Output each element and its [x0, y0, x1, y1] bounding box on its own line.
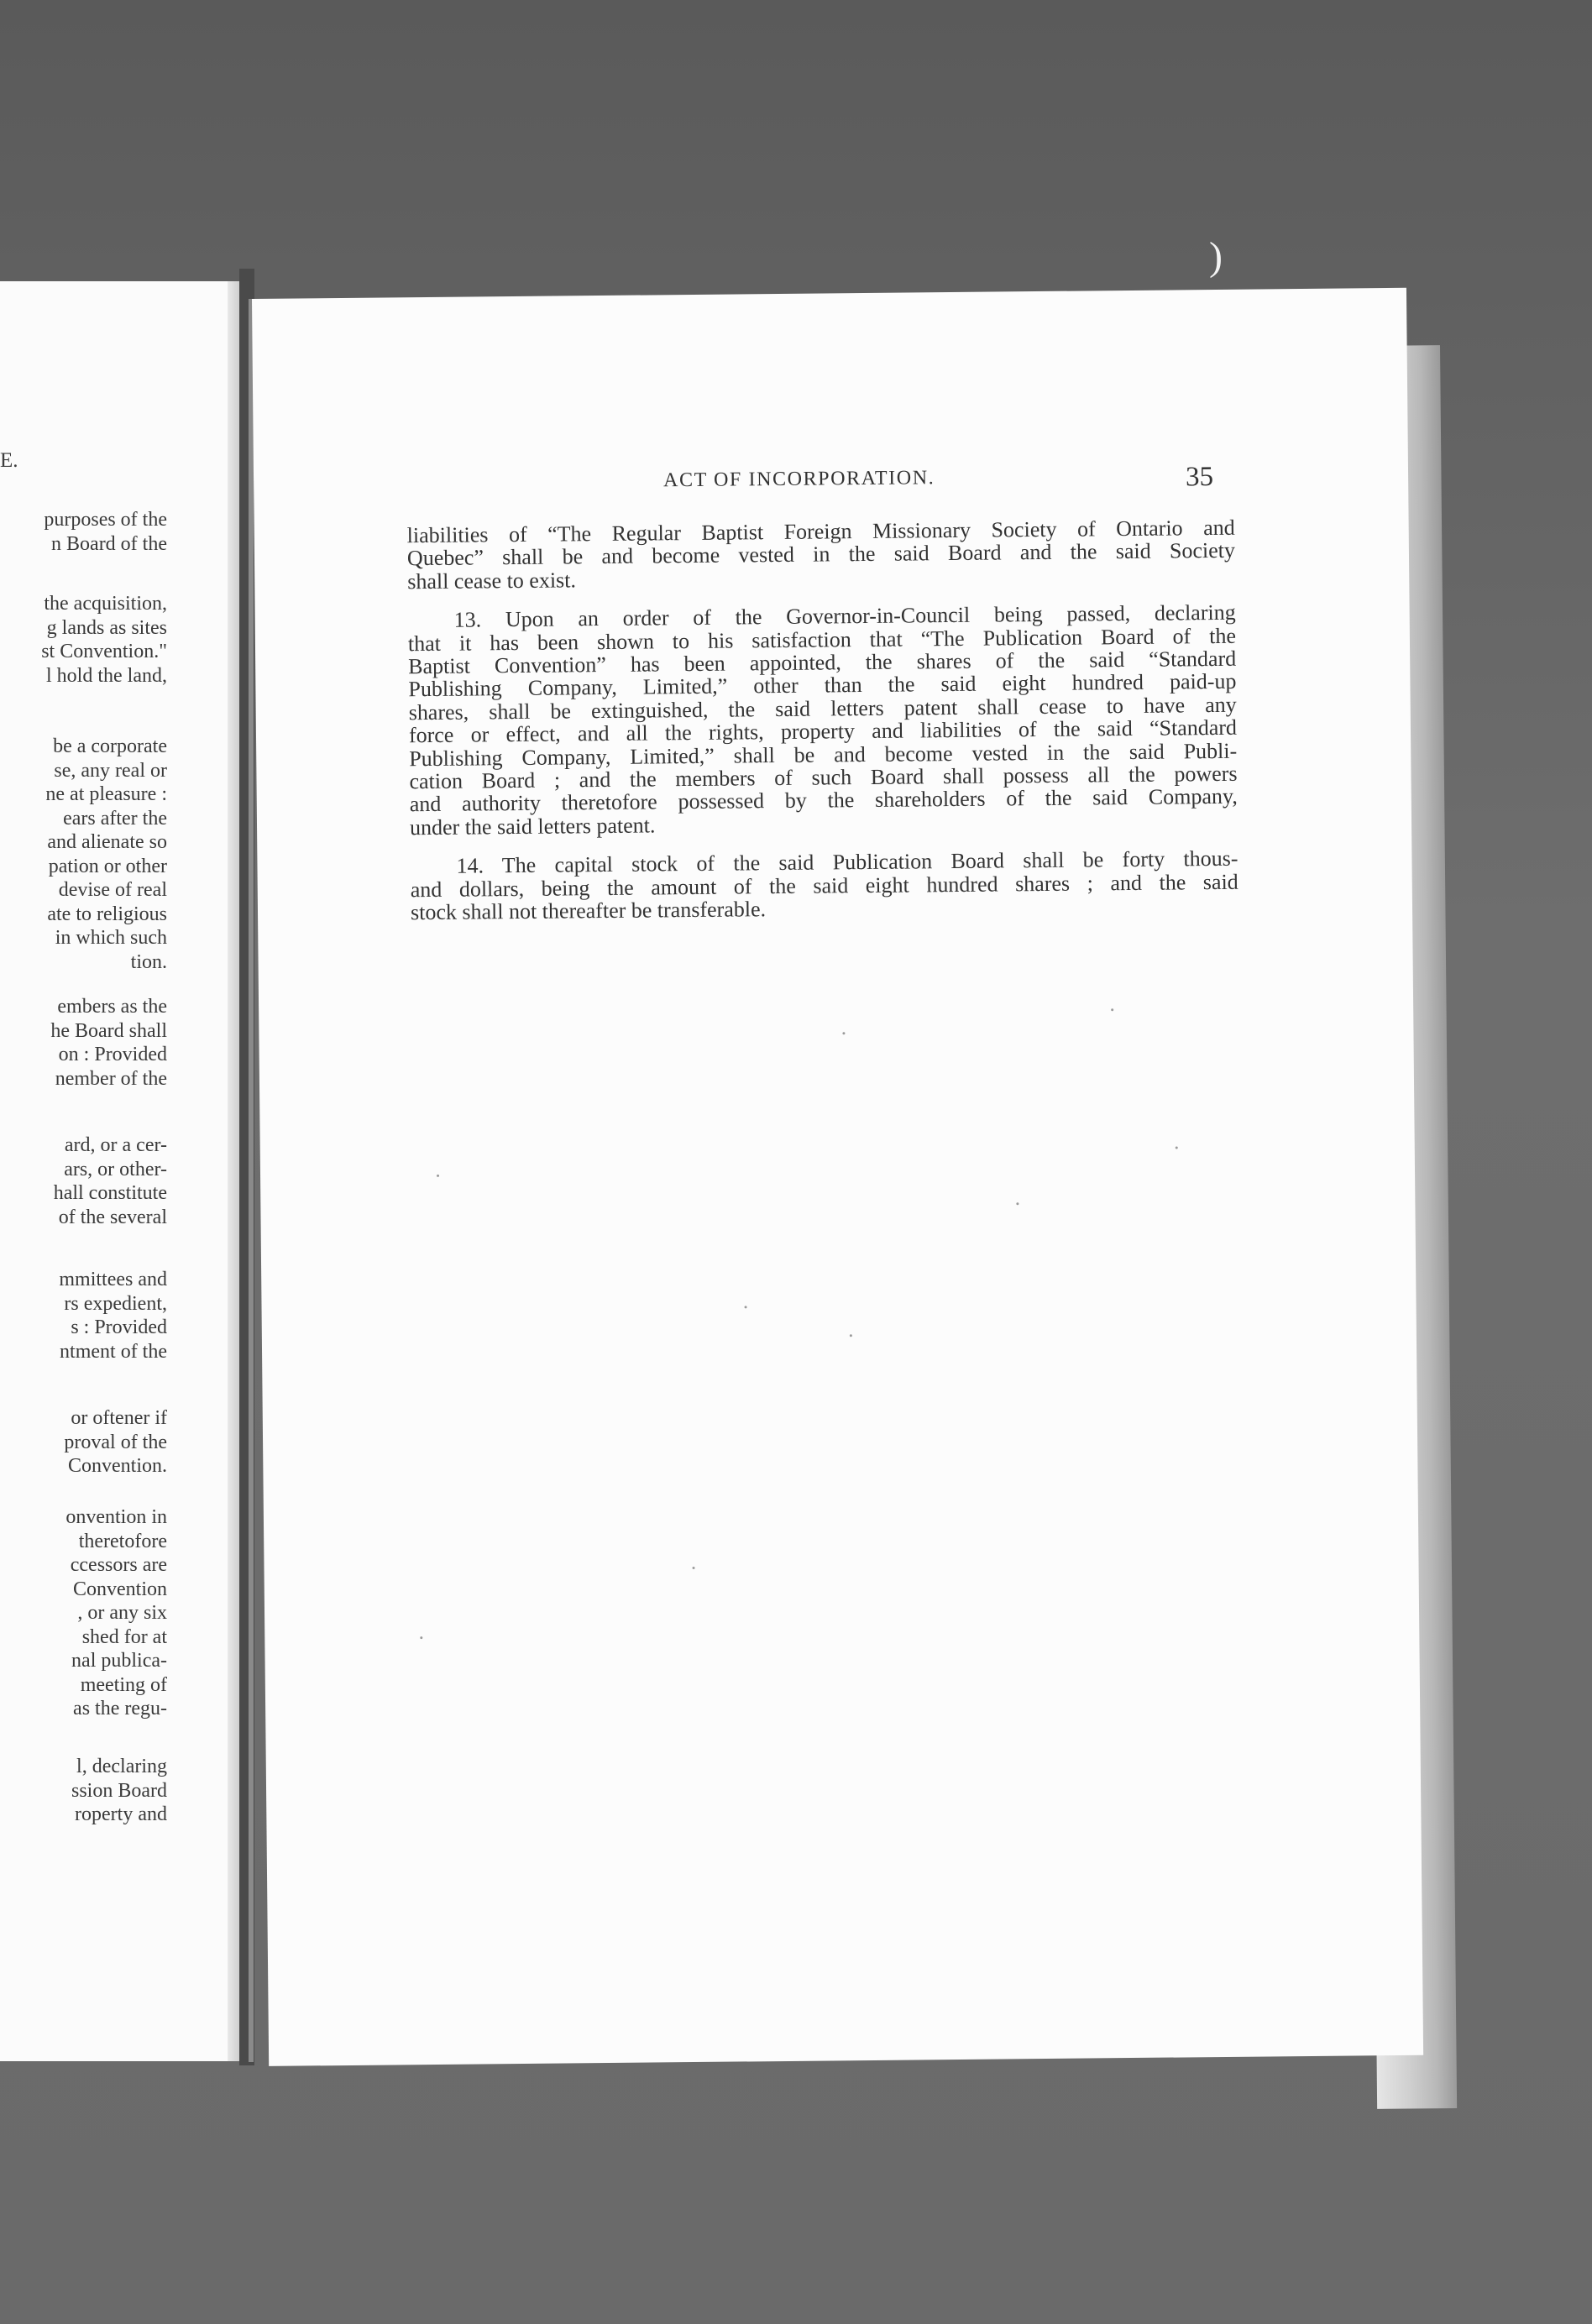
paper-speck: [745, 1306, 747, 1308]
text-line: that it has been shown to his satisfaction that “The Publication Board of the: [407, 623, 1237, 656]
left-text-line: as the regu-: [73, 1698, 167, 1719]
left-text-block: [0, 1268, 167, 1364]
left-text-line: be a corporate: [53, 735, 167, 757]
paragraph-section-13: [408, 601, 1239, 840]
left-text-line: of the several: [58, 1206, 167, 1228]
left-text-line: ard, or a cer-: [64, 1134, 167, 1156]
left-text-line: and alienate so: [47, 831, 167, 853]
left-text-line: roperty and: [75, 1803, 167, 1825]
left-text-block: [0, 508, 167, 556]
right-page: [252, 288, 1423, 2066]
text-line: Publishing Company, Limited,” other than the said eight hundred paid-up: [408, 669, 1237, 702]
left-text-block: [0, 1406, 167, 1479]
left-text-line: purposes of the: [44, 509, 167, 531]
paper-speck: [850, 1334, 852, 1337]
left-text-line: ate to religious: [47, 903, 167, 925]
left-text-block: [0, 995, 167, 1091]
text-line: and authority theretofore possessed by the shareholders of the said Company,: [409, 784, 1238, 817]
left-text-line: ars, or other-: [64, 1158, 167, 1180]
left-text-line: ne at pleasure :: [45, 783, 167, 805]
left-text-line: n Board of the: [51, 532, 167, 555]
left-text-line: onvention in: [65, 1506, 167, 1528]
text-line: cation Board ; and the members of such Board shall possess all the powers: [409, 761, 1238, 794]
text-line: under the said letters patent.: [409, 813, 656, 840]
left-text-line: meeting of: [80, 1673, 167, 1696]
paper-speck: [693, 1567, 695, 1569]
left-text-line: ssion Board: [71, 1779, 167, 1802]
left-text-line: in which such: [55, 927, 167, 949]
left-text-block: [0, 1755, 167, 1827]
left-text-block: [0, 1133, 167, 1229]
scan-mark: ): [1209, 234, 1223, 279]
paper-speck: [1111, 1008, 1113, 1011]
left-text-line: nember of the: [55, 1067, 167, 1090]
running-head: ACT OF INCORPORATION.: [662, 467, 935, 492]
left-text-line: mmittees and: [59, 1269, 167, 1290]
text-line: shall cease to exist.: [407, 568, 577, 594]
left-page: [0, 281, 239, 2061]
left-text-line: st Convention.": [41, 641, 167, 662]
text-line: Publishing Company, Limited,” shall be and become vested in the said Publi-: [409, 738, 1238, 771]
left-text-line: Convention: [73, 1578, 167, 1600]
left-text-block: [0, 592, 167, 688]
left-text-block: [0, 735, 167, 974]
left-text-line: devise of real: [58, 879, 167, 901]
left-text-line: ears after the: [63, 807, 167, 830]
left-text-line: l, declaring: [76, 1756, 167, 1777]
left-text-line: pation or other: [48, 855, 167, 877]
page-number: 35: [1185, 462, 1214, 493]
left-text-line: on : Provided: [58, 1044, 167, 1065]
left-text-line: theretofore: [78, 1530, 167, 1552]
text-line: stock shall not thereafter be transferable.: [410, 897, 767, 925]
left-text-line: tion.: [130, 950, 167, 973]
left-text-line: l hold the land,: [46, 664, 167, 687]
text-line: 14. The capital stock of the said Publication Board shall be forty thous-: [456, 846, 1239, 878]
paper-speck: [1176, 1146, 1178, 1149]
text-line: Baptist Convention” has been appointed, the shares of the said “Standard: [408, 646, 1237, 679]
left-text-line: se, any real or: [54, 759, 167, 782]
left-text-line: nal publica-: [71, 1650, 167, 1672]
body-text: [407, 516, 1239, 924]
left-text-line: proval of the: [64, 1431, 167, 1453]
left-text-line: shed for at: [81, 1625, 167, 1648]
left-text-block: [0, 1505, 167, 1721]
paper-speck: [420, 1636, 422, 1639]
paper-speck: [437, 1175, 439, 1177]
left-text-line: embers as the: [57, 996, 167, 1018]
text-line: and dollars, being the amount of the said eight hundred shares ; and the said: [410, 869, 1239, 902]
left-text-line: Convention.: [68, 1455, 167, 1477]
left-text-line: ccessors are: [70, 1554, 167, 1576]
text-line: force or effect, and all the rights, property and liabilities of the said “Standard: [408, 715, 1238, 748]
text-line: Quebec” shall be and become vested in the said Board and the said Society: [406, 538, 1236, 571]
text-line: 13. Upon an order of the Governor-in-Council being passed, declaring: [453, 599, 1236, 632]
paragraph-section-14: [410, 847, 1239, 924]
left-page-running-head: E.: [0, 449, 18, 472]
paper-speck: [842, 1032, 845, 1034]
left-text-line: or oftener if: [71, 1407, 167, 1429]
left-text-line: , or any six: [77, 1602, 167, 1624]
text-line: shares, shall be extinguished, the said letters patent shall cease to have any: [408, 692, 1237, 725]
left-text-line: g lands as sites: [46, 616, 167, 639]
text-line: liabilities of “The Regular Baptist Foreign Missionary Society of Ontario and: [406, 515, 1235, 548]
left-text-line: ntment of the: [60, 1340, 167, 1363]
left-text-line: hall constitute: [53, 1182, 167, 1204]
paragraph: [407, 516, 1236, 594]
left-text-line: rs expedient,: [64, 1292, 167, 1315]
left-text-line: s : Provided: [71, 1316, 167, 1338]
left-text-line: the acquisition,: [44, 593, 167, 615]
left-page-gutter: [228, 281, 239, 2061]
gutter-shadow: [249, 299, 254, 2062]
paper-speck: [1016, 1202, 1019, 1205]
left-text-line: he Board shall: [50, 1019, 167, 1042]
